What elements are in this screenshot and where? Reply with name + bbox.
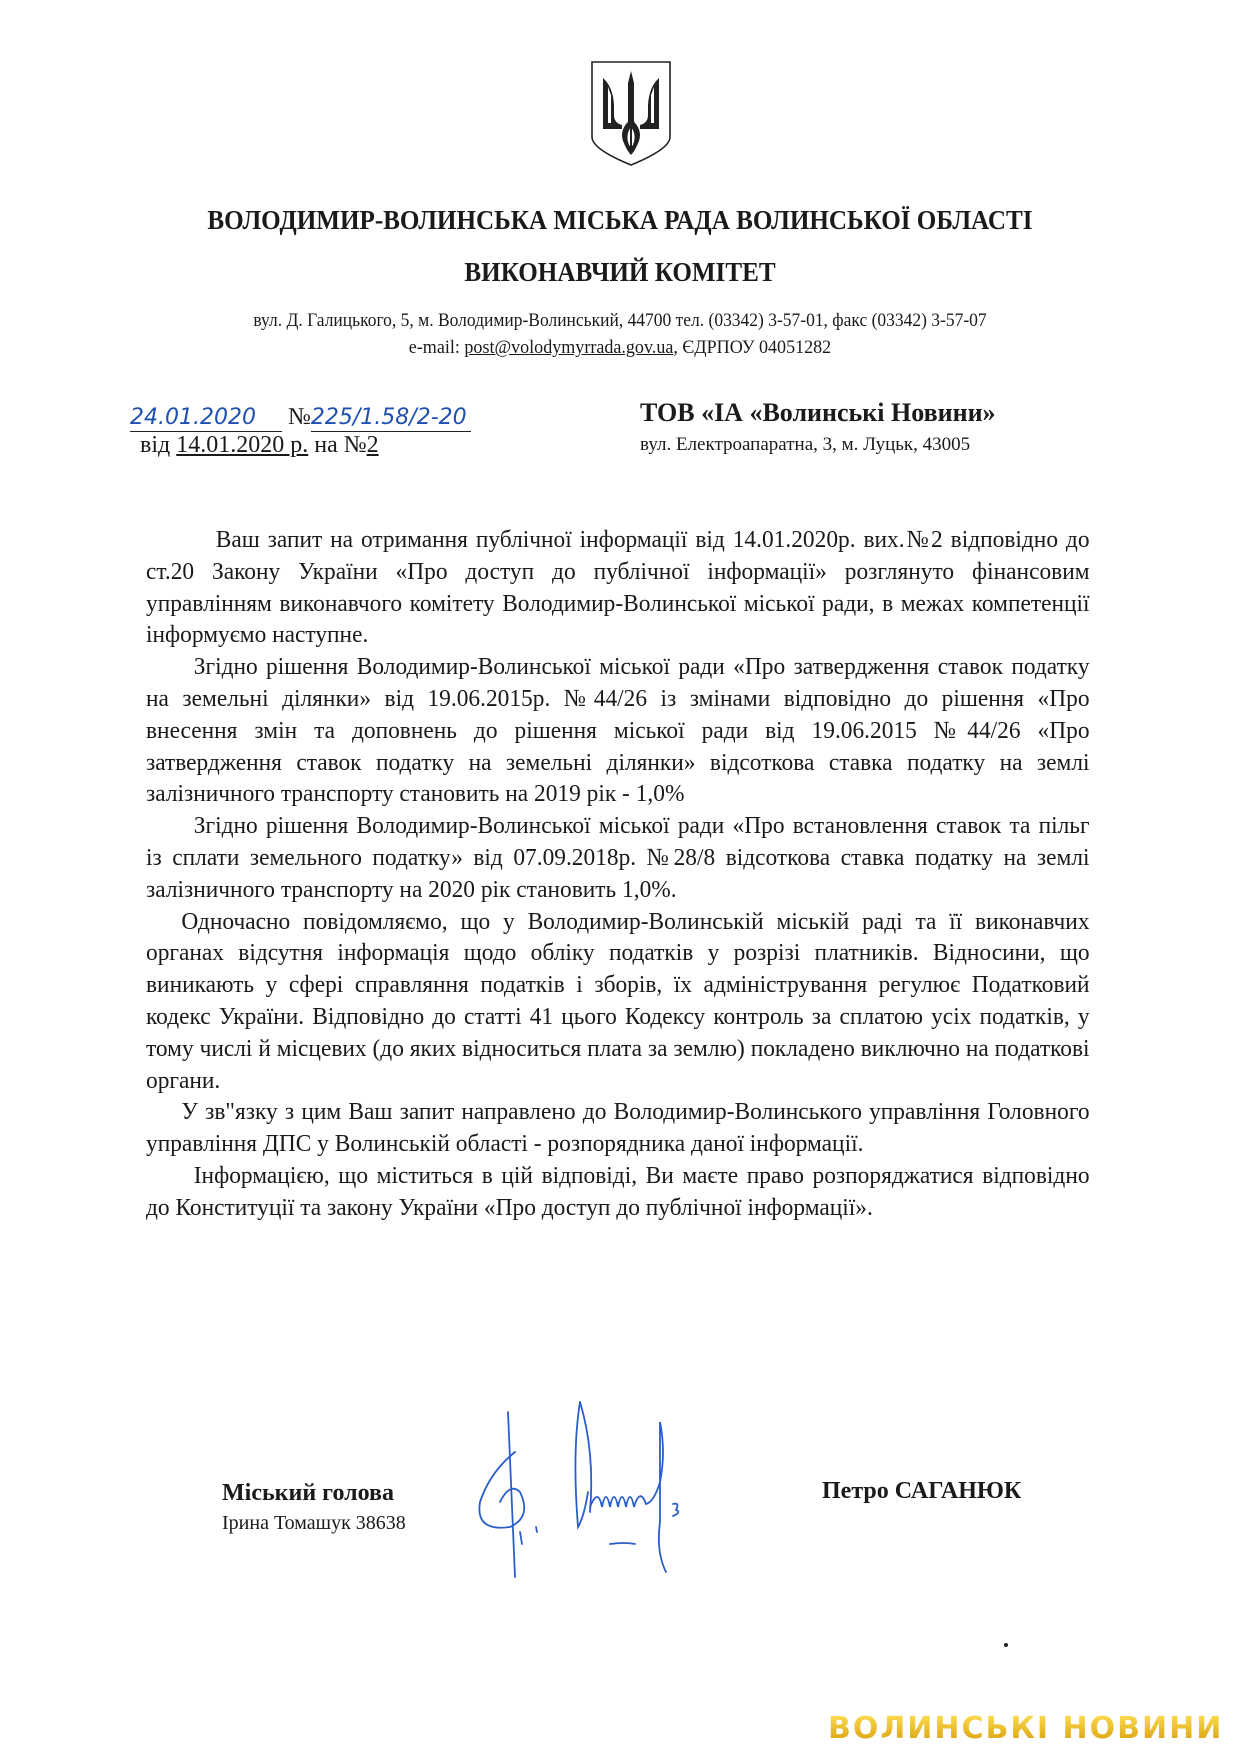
outgoing-date: 24.01.2020 (130, 405, 256, 430)
incoming-reference (140, 432, 379, 459)
organization-contacts (31, 337, 1209, 359)
to-label: на № (308, 432, 367, 458)
email-link[interactable]: post@volodymyrrada.gov.ua (464, 337, 674, 358)
handwritten-signature-icon (460, 1392, 820, 1582)
body-paragraph: Одночасно повідомляємо, що у Володимир-Волинській міській раді та її виконавчих органах відсутня інформація щодо обліку податків у розрізі платників. Відносини, що виникають у сфері справляння податків і зборів, їх адміністрування регулює Податковий кодекс України. Відповідно до статті 41 цього Кодексу контроль за сплатою усіх податків, у тому числі й місцевих (до яких відноситься плата за землю) покладено виключно на податкові органи. (146, 907, 1090, 1094)
number-label: № (288, 404, 311, 430)
incoming-number: 2 (366, 432, 379, 458)
watermark-logo: ВОЛИНСЬКІ НОВИНИ (828, 1711, 1224, 1746)
signatory-name: Петро САГАНЮК (822, 1478, 1022, 1504)
organization-address: вул. Д. Галицького, 5, м. Володимир-Волинський, 44700 тел. (03342) 3-57-01, факс (03342) 3-57-07 (253, 310, 987, 331)
recipient-name: ТОВ «ІА «Волинські Новини» (640, 398, 996, 427)
recipient-address: вул. Електроапаратна, 3, м. Луцьк, 43005 (640, 434, 971, 455)
executor-info: Ірина Томашук 38638 (222, 1512, 406, 1534)
department-title: ВИКОНАВЧИЙ КОМІТЕТ (464, 257, 776, 287)
organization-title: ВОЛОДИМИР-ВОЛИНСЬКА МІСЬКА РАДА ВОЛИНСЬКОЇ ОБЛАСТІ (207, 205, 1033, 235)
body-paragraph: Інформацією, що міститься в цій відповіді, Ви маєте право розпоряджатися відповідно до Конституції та закону України «Про доступ до публічної інформації». (146, 1161, 1090, 1221)
signatory-title: Міський голова (222, 1480, 394, 1506)
scan-dot (1004, 1643, 1008, 1647)
email-label: e-mail: (408, 337, 465, 358)
body-paragraph: Ваш запит на отримання публічної інформації від 14.01.2020р. вих.№2 відповідно до ст.20 Закону України «Про доступ до публічної інформації» розглянуто фінансовим управлінням виконавчого комітету Володимир-Волинської міської ради, в межах компетенції інформуємо наступне. (146, 526, 1090, 649)
outgoing-date-field (130, 404, 282, 432)
edrpou-code: , ЄДРПОУ 04051282 (673, 337, 832, 358)
body-paragraph: Згідно рішення Володимир-Волинської міської ради «Про встановлення ставок та пільг із сплати земельного податку» від 07.09.2018р. №28/8 відсоткова ставка податку на землі залізничного транспорту на 2020 рік становить 1,0%. (146, 812, 1090, 903)
incoming-date: 14.01.2020 р. (176, 432, 309, 458)
letter-body (146, 524, 1090, 1224)
body-paragraph: Згідно рішення Володимир-Волинської міської ради «Про затвердження ставок податку на земельні ділянки» від 19.06.2015р. №44/26 із змінами відповідно до рішення «Про внесення змін та доповнень до рішення міської ради від 19.06.2015 №44/26 «Про затвердження ставок податку на земельні ділянки» відсоткова ставка податку на землі залізничного транспорту становить на 2019 рік - 1,0% (146, 653, 1090, 808)
outgoing-registration (130, 404, 471, 432)
trident-emblem-icon (589, 57, 673, 169)
outgoing-number: 225/1.58/2-20 (310, 405, 467, 430)
body-paragraph: У зв"язку з цим Ваш запит направлено до Володимир-Волинського управління Головного управління ДПС у Волинській області - розпорядника даної інформації. (146, 1098, 1090, 1158)
from-label: від (140, 432, 177, 458)
outgoing-number-field (311, 404, 471, 432)
